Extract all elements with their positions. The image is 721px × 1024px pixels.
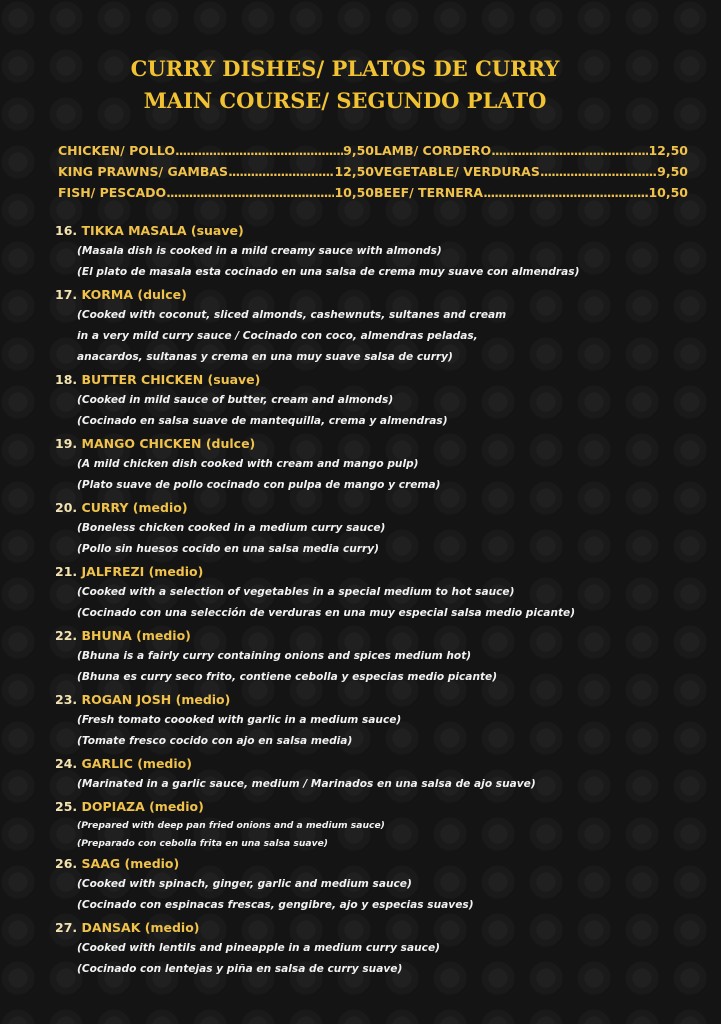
dish-name	[55, 284, 705, 305]
dish-description: (Prepared with deep pan fried onions and a medium sauce)	[77, 820, 385, 831]
dish-number: 19.	[55, 436, 78, 451]
price-row	[58, 185, 374, 200]
dish-title: CURRY (medio)	[81, 500, 188, 515]
dish-description: (Fresh tomato coooked with garlic in a medium sauce)	[77, 714, 402, 726]
price-row	[58, 143, 374, 158]
dish-description: (Cooked with spinach, ginger, garlic and medium sauce)	[77, 878, 412, 890]
price-label: KING PRAWNS/ GAMBAS	[58, 164, 229, 179]
dish-number: 27.	[55, 920, 78, 935]
dish-number: 17.	[55, 287, 78, 302]
dish-description: (Tomate fresco cocido con ajo en salsa media)	[77, 735, 353, 747]
dot-leader	[540, 164, 657, 179]
dish-number: 22.	[55, 628, 78, 643]
dish-title: BUTTER CHICKEN (suave)	[81, 372, 261, 387]
dish-description: (Cooked with a selection of vegetables in a special medium to hot sauce)	[77, 586, 515, 598]
menu-item	[55, 284, 705, 368]
dish-name	[55, 220, 705, 241]
dish-description: (Cocinado en salsa suave de mantequilla, crema y almendras)	[77, 415, 448, 427]
page-subtitle: MAIN COURSE/ SEGUNDO PLATO	[143, 88, 547, 113]
dish-description: (Cocinado con espinacas frescas, gengibre, ajo y especias suaves)	[77, 899, 474, 911]
menu-item	[55, 369, 705, 432]
menu-item	[55, 561, 705, 624]
dish-number: 23.	[55, 692, 78, 707]
menu-item	[55, 220, 705, 283]
price-row	[374, 164, 688, 179]
dish-title: SAAG (medio)	[81, 856, 180, 871]
dish-number: 21.	[55, 564, 78, 579]
dish-number: 24.	[55, 756, 78, 771]
price-value: 12,50	[334, 164, 374, 179]
dish-list	[55, 219, 705, 980]
dish-description: anacardos, sultanas y crema en una muy suave salsa de curry)	[77, 351, 453, 363]
price-value: 9,50	[343, 143, 374, 158]
menu-item	[55, 433, 705, 496]
price-label: FISH/ PESCADO	[58, 185, 167, 200]
menu-item	[55, 853, 705, 916]
dish-title: DANSAK (medio)	[81, 920, 200, 935]
dish-name	[55, 369, 705, 390]
price-list	[58, 143, 688, 200]
dish-description: (Preparado con cebolla frita en una salsa suave)	[77, 837, 328, 849]
dot-leader	[228, 164, 334, 179]
dish-name	[55, 917, 705, 938]
dish-title: MANGO CHICKEN (dulce)	[81, 436, 256, 451]
dish-description: (A mild chicken dish cooked with cream and mango pulp)	[77, 458, 419, 470]
dish-description: (Marinated in a garlic sauce, medium / Marinados en una salsa de ajo suave)	[77, 778, 536, 790]
dish-number: 26.	[55, 856, 78, 871]
price-value: 12,50	[648, 143, 688, 158]
menu-item	[55, 753, 705, 795]
dish-name	[55, 796, 705, 817]
dish-description: (Boneless chicken cooked in a medium curry sauce)	[77, 522, 386, 534]
dish-name	[55, 689, 705, 710]
price-label: BEEF/ TERNERA	[374, 185, 484, 200]
dish-title: KORMA (dulce)	[81, 287, 187, 302]
dish-description: (El plato de masala esta cocinado en una salsa de crema muy suave con almendras)	[77, 266, 580, 278]
dish-number: 16.	[55, 223, 78, 238]
dish-description: (Masala dish is cooked in a mild creamy sauce with almonds)	[77, 245, 442, 257]
dish-description: (Bhuna is a fairly curry containing onions and spices medium hot)	[77, 650, 472, 662]
dish-title: JALFREZI (medio)	[81, 564, 204, 579]
price-value: 10,50	[648, 185, 688, 200]
dot-leader	[491, 143, 648, 158]
dot-leader	[166, 185, 334, 200]
dish-title: ROGAN JOSH (medio)	[81, 692, 231, 707]
price-row	[374, 185, 688, 200]
dish-name	[55, 853, 705, 874]
dot-leader	[175, 143, 343, 158]
dish-description: (Cocinado con una selección de verduras en una muy especial salsa medio picante)	[77, 607, 576, 619]
dish-title: GARLIC (medio)	[81, 756, 192, 771]
price-value: 10,50	[334, 185, 374, 200]
dish-description: (Plato suave de pollo cocinado con pulpa de mango y crema)	[77, 479, 441, 491]
dish-description: (Bhuna es curry seco frito, contiene cebolla y especias medio picante)	[77, 671, 498, 683]
menu-item	[55, 689, 705, 752]
dish-name	[55, 497, 705, 518]
dish-description: (Cocinado con lentejas y piña en salsa de curry suave)	[77, 963, 403, 975]
dish-name	[55, 625, 705, 646]
price-label: CHICKEN/ POLLO	[58, 143, 175, 158]
price-value: 9,50	[657, 164, 688, 179]
price-row	[374, 143, 688, 158]
menu-item	[55, 497, 705, 560]
page-title: CURRY DISHES/ PLATOS DE CURRY	[130, 56, 560, 81]
dish-number: 18.	[55, 372, 78, 387]
menu-item	[55, 796, 705, 852]
dish-description: (Cooked with coconut, sliced almonds, cashewnuts, sultanes and cream	[77, 309, 507, 321]
dish-title: TIKKA MASALA (suave)	[81, 223, 244, 238]
dish-title: DOPIAZA (medio)	[81, 799, 204, 814]
dot-leader	[483, 185, 648, 200]
dish-name	[55, 433, 705, 454]
dish-description: (Cooked with lentils and pineapple in a medium curry sauce)	[77, 942, 440, 954]
dish-title: BHUNA (medio)	[81, 628, 191, 643]
menu-item	[55, 625, 705, 688]
dish-name	[55, 561, 705, 582]
dish-number: 25.	[55, 799, 78, 814]
price-row	[58, 164, 374, 179]
dish-number: 20.	[55, 500, 78, 515]
dish-description: (Cooked in mild sauce of butter, cream and almonds)	[77, 394, 394, 406]
menu-item	[55, 917, 705, 980]
price-label: LAMB/ CORDERO	[374, 143, 492, 158]
dish-description: (Pollo sin huesos cocido en una salsa media curry)	[77, 543, 379, 555]
price-label: VEGETABLE/ VERDURAS	[374, 164, 540, 179]
dish-description: in a very mild curry sauce / Cocinado con coco, almendras peladas,	[77, 330, 478, 342]
dish-name	[55, 753, 705, 774]
